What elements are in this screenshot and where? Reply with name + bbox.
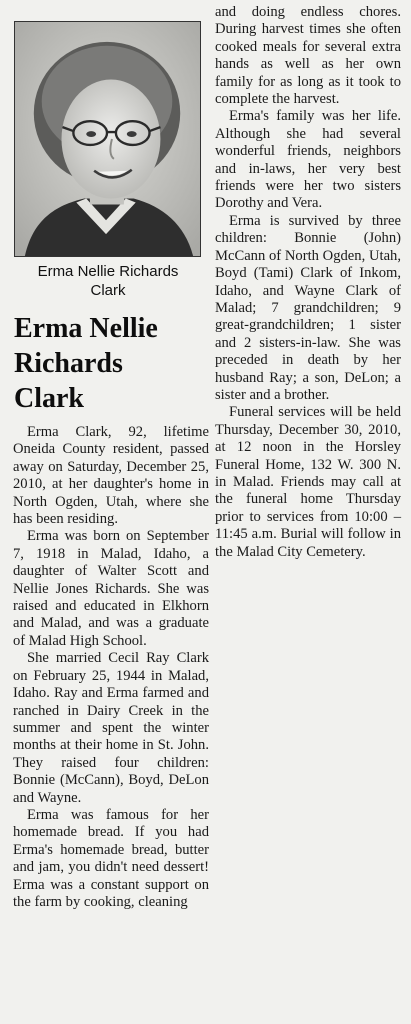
headline-line: Clark bbox=[14, 383, 84, 414]
headline-line: Erma Nellie bbox=[14, 313, 158, 344]
paragraph: She married Cecil Ray Clark on February 25, 1944 in Malad, Idaho. Ray and Erma farmed and ranched in Dairy Creek in the summer and spent the winter months at their home in St. John. They raised four children: Bonnie (McCann), Boyd, DeLon and Wayne. bbox=[13, 650, 209, 806]
paragraph: Erma was born on September 7, 1918 in Malad, Idaho, a daughter of Walter Scott and Nellie Jones Richards. She was raised and educated in Elkhorn and Malad, and was a graduate of Malad High School. bbox=[13, 528, 209, 649]
caption-line: Erma Nellie Richards bbox=[37, 263, 179, 280]
photo-caption bbox=[8, 262, 208, 300]
portrait-photo bbox=[14, 21, 201, 257]
paragraph: Erma was famous for her homemade bread. If you had Erma's homemade bread, butter and jam, you didn't need dessert! Erma was a constant support on the farm by cooking, cleaning bbox=[13, 806, 209, 910]
paragraph: Erma Clark, 92, lifetime Oneida County resident, passed away on Saturday, December 25, 2010, at her daughter's home in North Ogden, Utah, where she has been residing. bbox=[13, 424, 209, 528]
paragraph: Erma is survived by three children: Bonnie (John) McCann of North Ogden, Utah, Boyd (Tami) Clark of Inkom, Idaho, and Wayne Clark of Malad; 7 grandchildren; 9 great-grandchildren; 1 sister and 2 sisters-in-law. She was preceded in death by her husband Ray; a son, DeLon; a sister and a brother. bbox=[215, 212, 401, 403]
obituary-headline bbox=[14, 311, 214, 416]
paragraph: Erma's family was her life. Although she had several wonderful friends, neighbors and in-laws, her very best friends were her two sisters Dorothy and Vera. bbox=[215, 108, 401, 212]
paragraph-continuation: and doing endless chores. During harvest times she often cooked meals for several extra hands as well as her own family for as long as it took to complete the harvest. bbox=[215, 4, 401, 108]
right-column bbox=[215, 4, 401, 561]
left-column bbox=[13, 424, 209, 911]
paragraph: Funeral services will be held Thursday, December 30, 2010, at 12 noon in the Horsley Funeral Home, 132 W. 300 N. in Malad. Friends may call at the funeral home Thursday prior to services from 10:00 – 11:45 a.m. Burial will follow in the Malad City Cemetery. bbox=[215, 404, 401, 560]
portrait-image bbox=[15, 22, 200, 256]
headline-line: Richards bbox=[14, 348, 123, 379]
caption-line: Clark bbox=[90, 282, 126, 299]
